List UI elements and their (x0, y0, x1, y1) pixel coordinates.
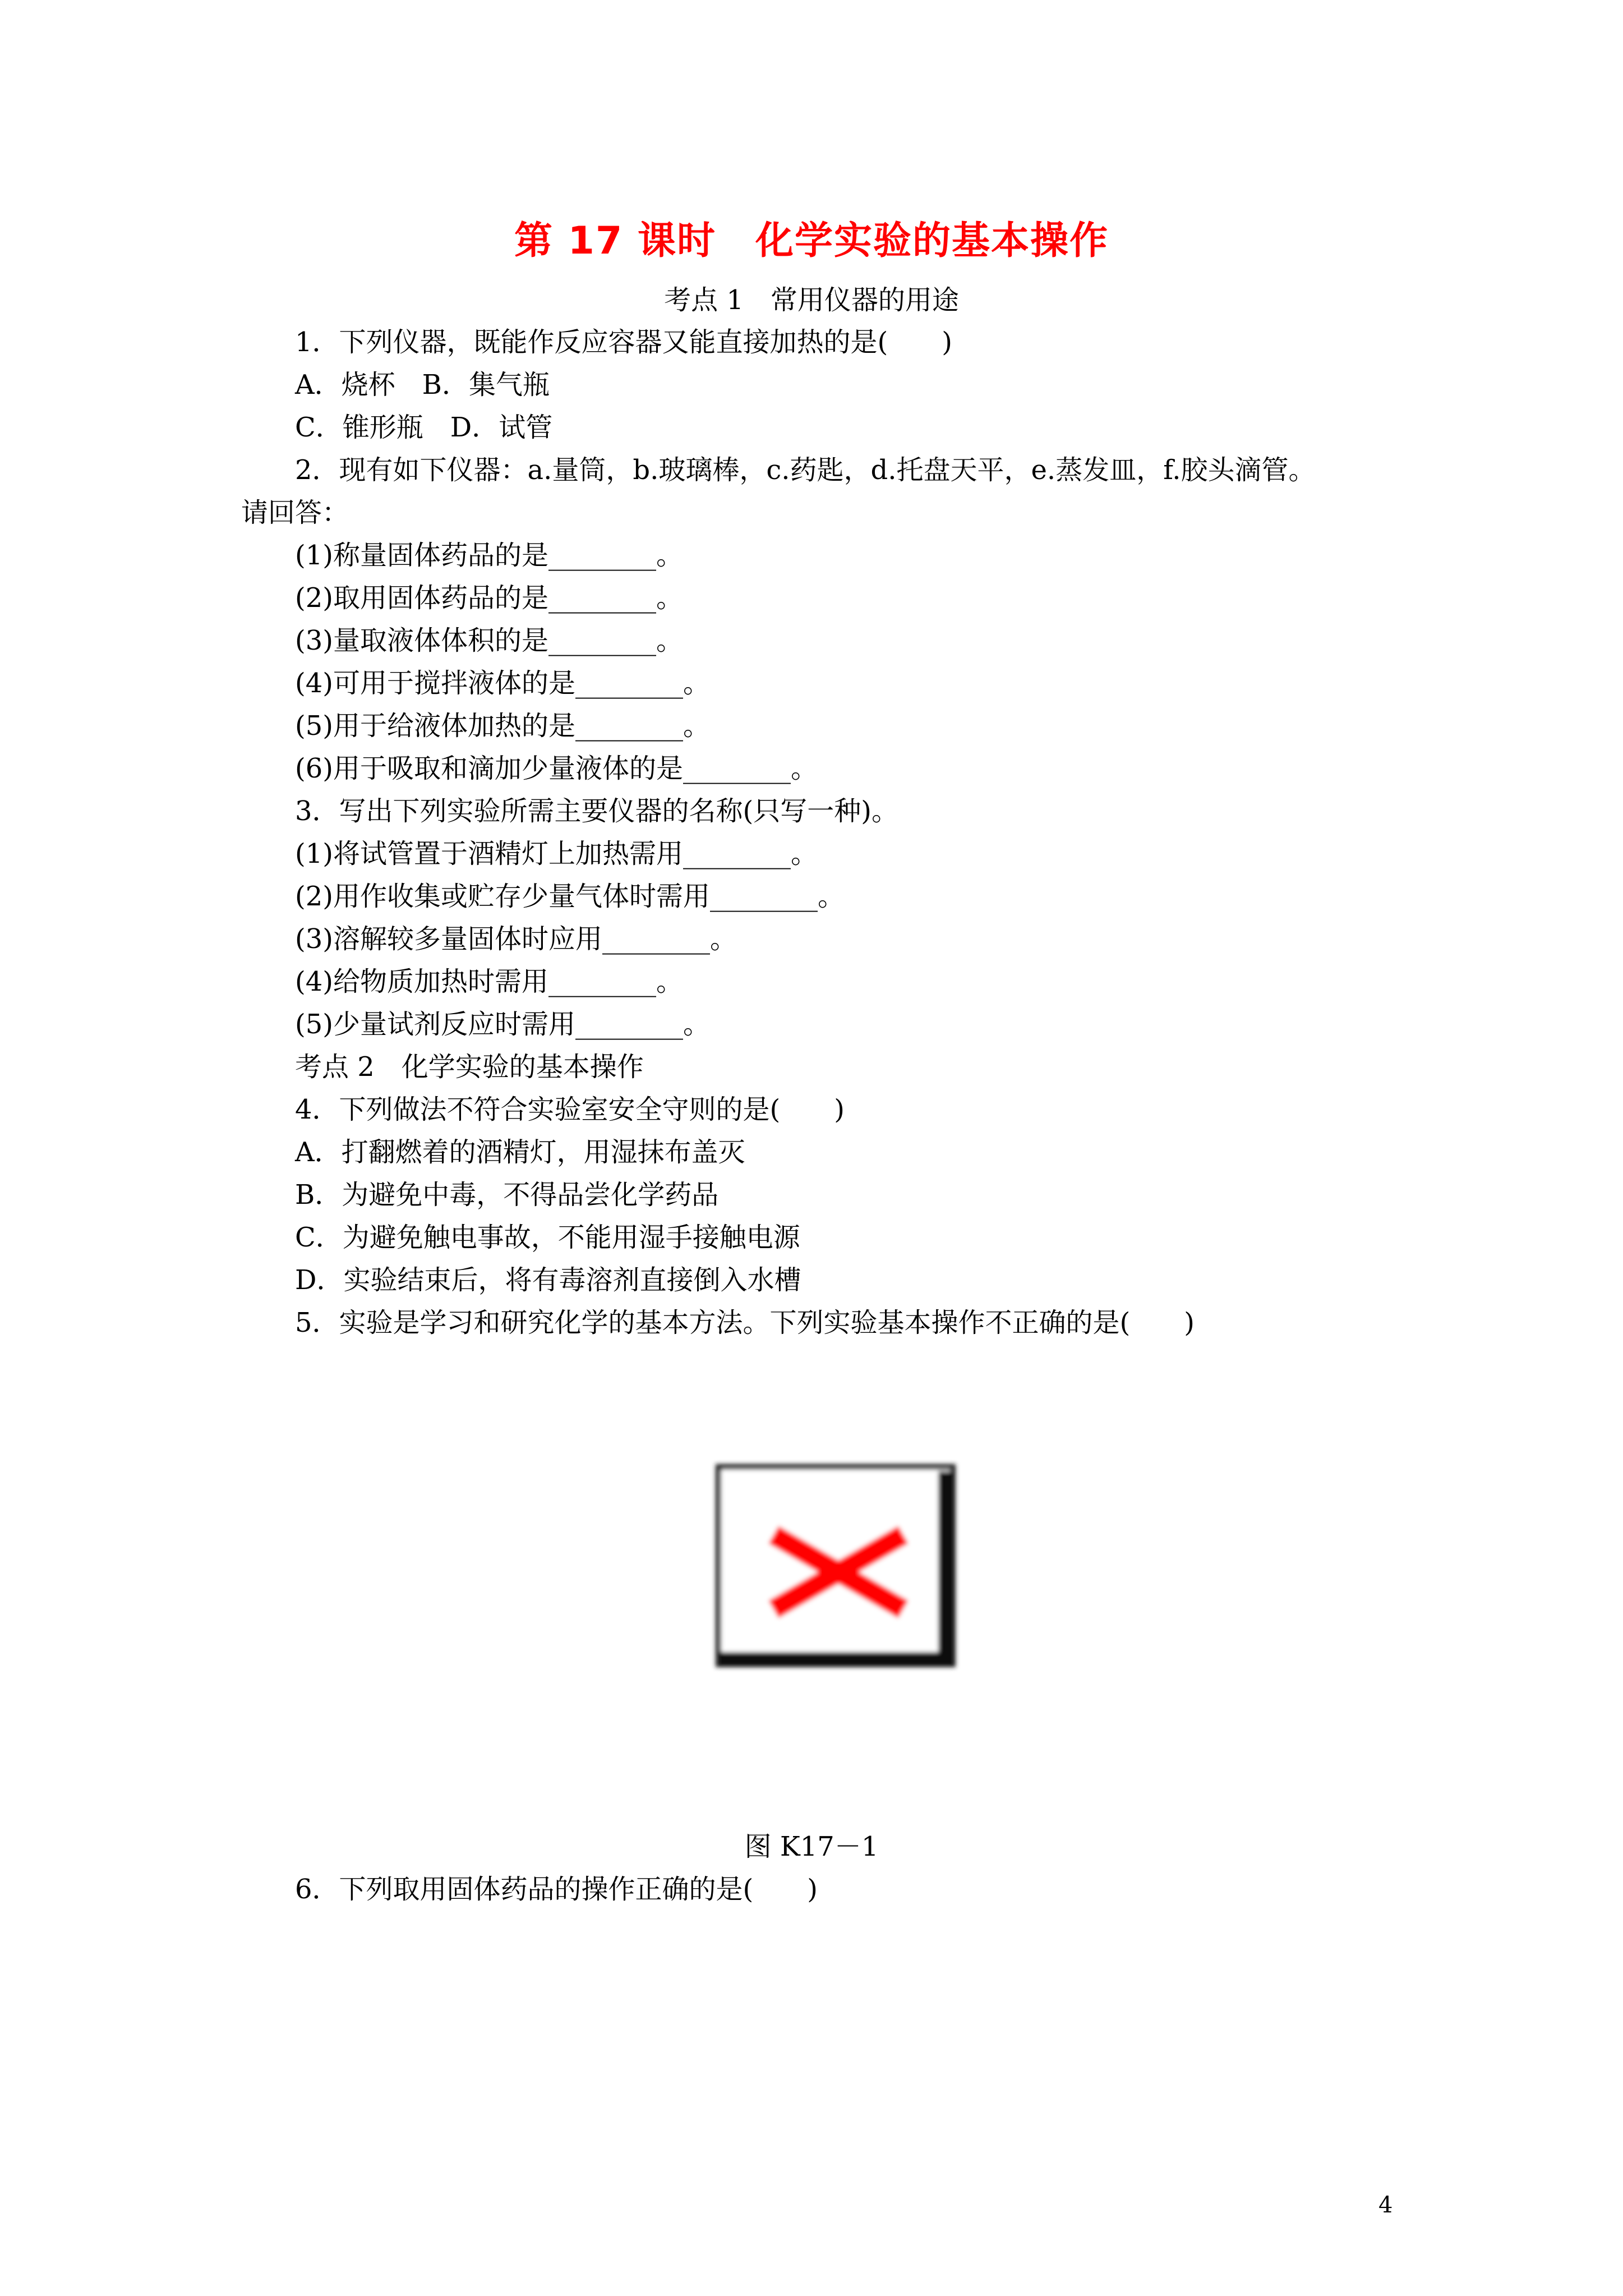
question-1-options-cd: C．锥形瓶 D．试管 (295, 412, 553, 443)
question-4-option-a: A．打翻燃着的酒精灯，用湿抹布盖灭 (295, 1137, 745, 1168)
question-2-item-6: (6)用于吸取和滴加少量液体的是________。 (295, 753, 818, 784)
question-2-prompt: 请回答： (241, 497, 349, 528)
question-4-stem: 4．下列做法不符合实验室安全守则的是( ) (295, 1094, 845, 1125)
question-1-options-ab: A．烧杯 B．集气瓶 (295, 369, 550, 401)
question-2-item-5: (5)用于给液体加热的是________。 (295, 710, 710, 742)
figure-k17-1-broken-image (704, 1456, 967, 1680)
question-2-item-4: (4)可用于搅拌液体的是________。 (295, 668, 710, 699)
question-3-item-3: (3)溶解较多量固体时应用________。 (295, 923, 737, 955)
figure-caption: 图 K17－1 (744, 1831, 879, 1862)
question-3-stem: 3．写出下列实验所需主要仪器的名称(只写一种)。 (295, 795, 898, 827)
section-heading-1: 考点 1 常用仪器的用途 (664, 284, 959, 316)
question-1-stem: 1．下列仪器，既能作反应容器又能直接加热的是( ) (295, 326, 952, 358)
page-title: 第 17 课时 化学实验的基本操作 (514, 219, 1109, 263)
question-5-stem: 5．实验是学习和研究化学的基本方法。下列实验基本操作不正确的是( ) (295, 1307, 1195, 1338)
question-3-item-4: (4)给物质加热时需用________。 (295, 966, 683, 997)
page-number: 4 (1378, 2192, 1393, 2218)
question-3-item-2: (2)用作收集或贮存少量气体时需用________。 (295, 881, 845, 912)
question-2-item-1: (1)称量固体药品的是________。 (295, 540, 683, 571)
section-heading-2: 考点 2 化学实验的基本操作 (295, 1051, 644, 1083)
question-2-item-2: (2)取用固体药品的是________。 (295, 582, 683, 614)
broken-image-icon (704, 1456, 967, 1680)
question-3-item-5: (5)少量试剂反应时需用________。 (295, 1009, 710, 1040)
question-6-stem: 6．下列取用固体药品的操作正确的是( ) (295, 1874, 818, 1905)
question-4-option-d: D．实验结束后，将有毒溶剂直接倒入水槽 (295, 1264, 801, 1296)
question-3-item-1: (1)将试管置于酒精灯上加热需用________。 (295, 838, 818, 869)
question-4-option-b: B．为避免中毒，不得品尝化学药品 (295, 1179, 719, 1211)
question-4-option-c: C．为避免触电事故，不能用湿手接触电源 (295, 1222, 800, 1253)
question-2-item-3: (3)量取液体体积的是________。 (295, 625, 683, 656)
question-2-stem: 2．现有如下仪器：a.量筒，b.玻璃棒，c.药匙，d.托盘天平，e.蒸发皿，f.胶头滴管。 (295, 454, 1316, 486)
